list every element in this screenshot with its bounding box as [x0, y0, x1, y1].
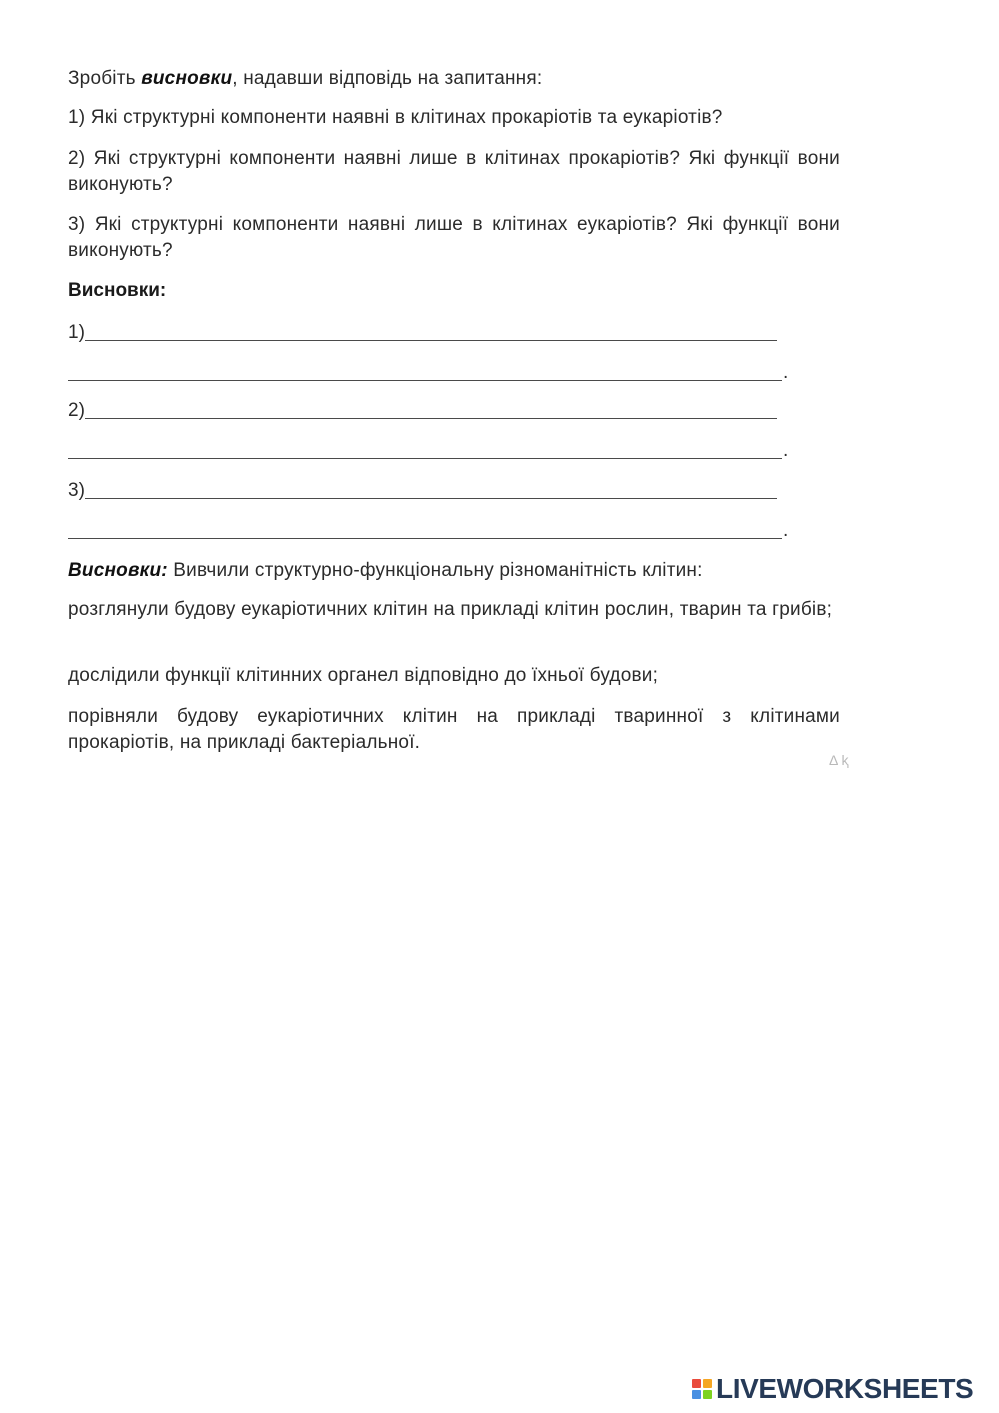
answer-2-end: . — [783, 440, 789, 461]
answer-2-row — [68, 398, 777, 424]
summary-label: Висновки: — [68, 560, 168, 581]
answer-1-line-2[interactable] — [68, 360, 782, 381]
answer-2-number: 2) — [68, 400, 85, 421]
summary-intro — [68, 558, 840, 584]
answer-2-line-2[interactable] — [68, 438, 782, 459]
question-2: 2) Які структурні компоненти наявні лише в клітинах прокаріотів? Які функції вони виконують? — [68, 148, 840, 195]
conclusions-heading: Висновки: — [68, 280, 167, 301]
answer-2-line-1[interactable] — [85, 398, 777, 419]
summary-item-3: порівняли будову еукаріотичних клітин на прикладі тваринної з клітинами прокаріотів, на прикладі бактеріальної. — [68, 706, 840, 753]
answer-3-line-2[interactable] — [68, 518, 782, 539]
answer-1-row-2 — [68, 360, 788, 386]
answer-1-row — [68, 320, 777, 346]
answer-1-number: 1) — [68, 322, 85, 343]
answer-3-line-1[interactable] — [85, 478, 777, 499]
logo-square-1 — [692, 1379, 701, 1388]
summary-item-2: дослідили функції клітинних органел відповідно до їхньої будови; — [68, 665, 659, 686]
answer-3-row — [68, 478, 777, 504]
question-1: 1) Які структурні компоненти наявні в клітинах прокаріотів та еукаріотів? — [68, 107, 723, 128]
logo-square-2 — [703, 1379, 712, 1388]
intro-instruction — [68, 66, 840, 92]
liveworksheets-logo — [692, 1372, 973, 1406]
answer-3-number: 3) — [68, 480, 85, 501]
intro-emphasis: висновки — [141, 68, 233, 89]
intro-suffix: , надавши відповідь на запитання: — [232, 68, 543, 89]
corner-mark: Δ ⱪ — [829, 752, 849, 768]
logo-text: LIVEWORKSHEETS — [716, 1373, 974, 1404]
liveworksheets-logo-icon — [692, 1379, 712, 1399]
answer-1-line-1[interactable] — [85, 320, 777, 341]
summary-first-line: Вивчили структурно-функціональну різноманітність клітин: — [167, 560, 703, 581]
answer-3-end: . — [783, 520, 789, 541]
answer-2-row-2 — [68, 438, 788, 464]
question-3: 3) Які структурні компоненти наявні лише в клітинах еукаріотів? Які функції вони виконують? — [68, 214, 840, 261]
logo-square-3 — [692, 1390, 701, 1399]
intro-prefix: Зробіть — [68, 68, 142, 89]
answer-1-end: . — [783, 362, 789, 383]
answer-3-row-2 — [68, 518, 788, 544]
summary-item-1: розглянули будову еукаріотичних клітин на прикладі клітин рослин, тварин та грибів; — [68, 599, 833, 620]
logo-square-4 — [703, 1390, 712, 1399]
